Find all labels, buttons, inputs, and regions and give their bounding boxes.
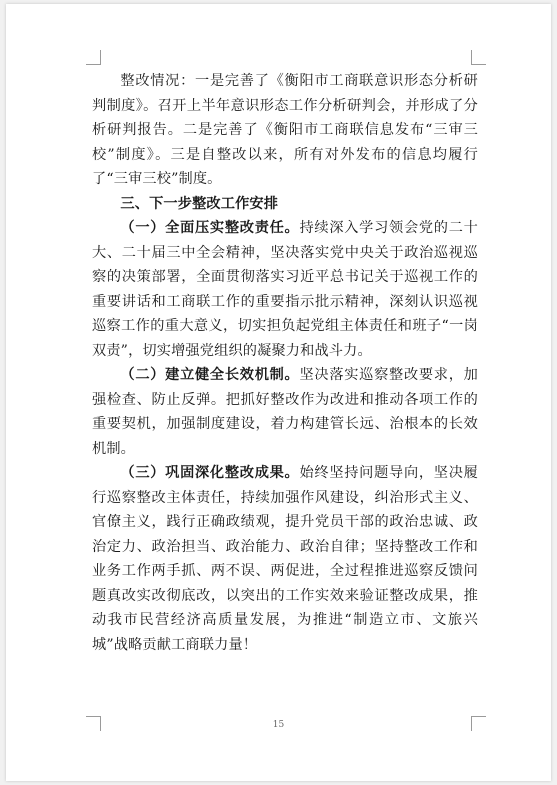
paragraph-text: 整改情况：一是完善了《衡阳市工商联意识形态分析研判制度》。召开上半年意识形态工作分析研判会，并形成了分析研判报告。二是完善了《衡阳市工商联信息发布“三审三校”制度》。三是自整改以来，所有对外发布的信息均履行了“三审三校”制度。 — [92, 73, 478, 187]
paragraph-section-1 — [92, 216, 478, 363]
paragraph-section-3 — [92, 461, 478, 657]
document-page — [6, 4, 551, 781]
paragraph-rectification-status — [92, 69, 478, 192]
paragraph-section-2 — [92, 363, 478, 461]
section-heading: 三、下一步整改工作安排 — [120, 195, 279, 212]
paragraph-text: 始终坚持问题导向，坚决履行巡察整改主体责任，持续加强作风建设，纠治形式主义、官僚主义，践行正确政绩观，提升党员干部的政治忠诚、政治定力、政治担当、政治能力、政治自律；坚持整改工作和业务工作两手抓、两不误、两促进，全过程推进巡察反馈问题真改实改彻底改，以突出的工作实效来验证整改成果，推动我市民营经济高质量发展，为推进“制造立市、文旅兴城”战略贡献工商联力量！ — [92, 465, 478, 653]
document-body — [92, 69, 478, 657]
paragraph-lead: （一）全面压实整改责任。 — [120, 220, 300, 236]
crop-mark-top-right — [471, 50, 486, 65]
paragraph-text: 持续深入学习领会党的二十大、二十届三中全会精神，坚决落实党中央关于政治巡视巡察的决策部署，全面贯彻落实习近平总书记关于巡视工作的重要讲话和工商联工作的重要指示批示精神，深刻认识巡视巡察工作的重大意义，切实担负起党组主体责任和班子“一岗双责”，切实增强党组织的凝聚力和战斗力。 — [92, 220, 478, 359]
paragraph-text: 坚决落实巡察整改要求，加强检查、防止反弹。把抓好整改作为改进和推动各项工作的重要契机，加强制度建设，着力构建管长远、治根本的长效机制。 — [92, 367, 478, 457]
paragraph-lead: （二）建立健全长效机制。 — [120, 367, 300, 383]
page-number: 15 — [272, 720, 285, 730]
paragraph-lead: （三）巩固深化整改成果。 — [120, 465, 300, 481]
crop-mark-top-left — [86, 50, 101, 65]
